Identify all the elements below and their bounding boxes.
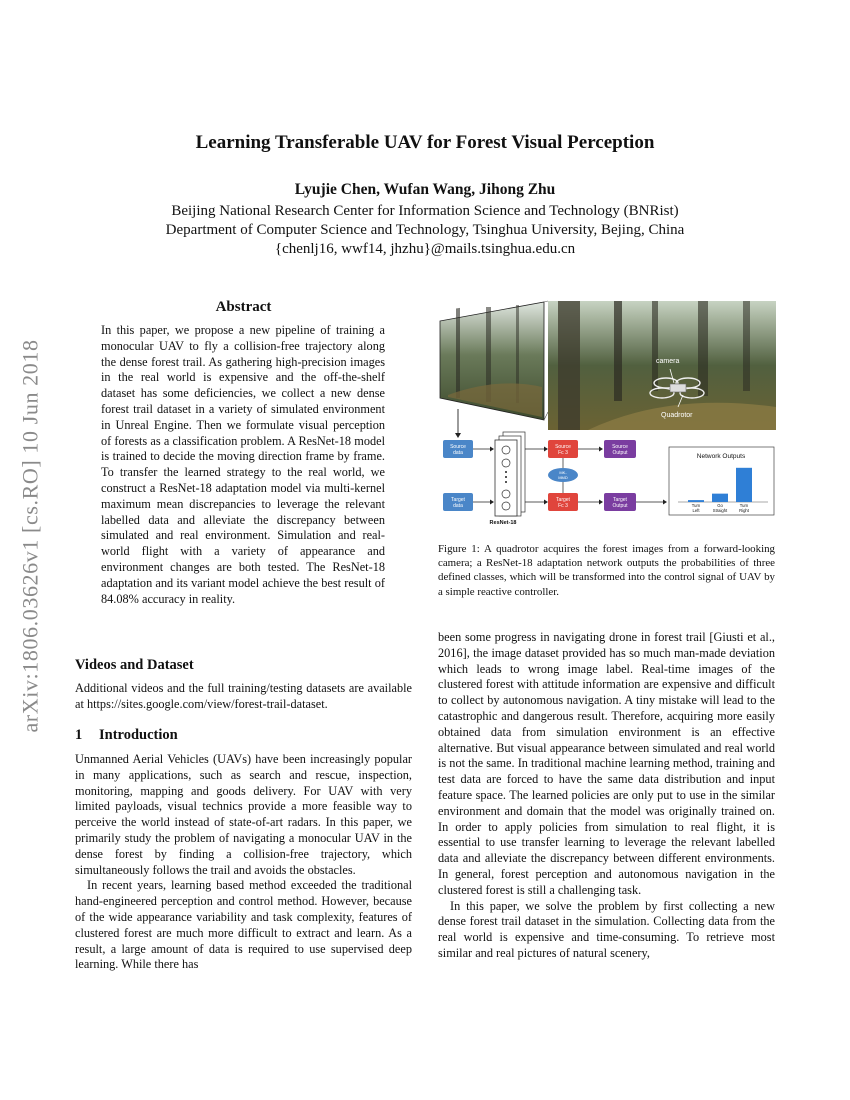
- mmd-label-1: MK-: [559, 470, 567, 475]
- network-outputs-title: Network Outputs: [696, 453, 746, 460]
- mmd-label-2: MMD: [558, 475, 568, 480]
- arxiv-identifier-text: arXiv:1806.03626v1 [cs.RO] 10 Jun 2018: [17, 339, 43, 733]
- source-output-label-2: Output: [612, 450, 628, 456]
- target-fc-label-1: Target: [556, 497, 570, 503]
- source-fc-label-2: Fc 3: [558, 450, 568, 456]
- source-output-label-1: Source: [612, 444, 628, 450]
- intro-title: Introduction: [99, 727, 178, 743]
- camera-label: camera: [656, 358, 680, 365]
- videos-text: Additional videos and the full training/testing datasets are available at https://sites.google.com/view/forest-trail-dataset.: [75, 681, 412, 711]
- source-data-label-1: Source: [450, 444, 466, 450]
- resnet-block: [490, 432, 525, 526]
- affiliation-line-1: Beijing National Research Center for Information Science and Technology (BNRist): [171, 203, 679, 219]
- intro-paragraph-2: In recent years, learning based method exceeded the traditional hand-engineered perception and control method. However, because of the wide appearance variability and task complexity, features of clustered forest are much more difficult to extract and learn. As a result, a large amount of data is required to use supervised deep learning. While there has: [75, 878, 412, 972]
- arxiv-identifier: [8, 296, 53, 776]
- abstract-text: In this paper, we propose a new pipeline of training a monocular UAV to fly a collision-free trajectory along the dense forest trail. As gathering high-precision images in the real world is expensive and the off-the-shelf dataset has some deficiencies, we collect a new dense forest trail dataset in a variety of simulated environment in Unreal Engine. Then we formulate visual perception of forests as a classification problem. A ResNet-18 model is trained to decide the moving direction frame by frame. To transfer the learned strategy to the real world, we construct a ResNet-18 adaptation model via multi-kernel maximum mean discrepancies to leverage the relevant labelled data and alleviate the discrepancy between simulated and real environment. Simulation and real-world flight with a variety of appearance and environment changes are both tested. The ResNet-18 adaptation and its variant model achieve the best result of 84.08% accuracy in reality.: [101, 323, 385, 606]
- target-fc-label-2: Fc 3: [558, 503, 568, 509]
- videos-heading: Videos and Dataset: [75, 657, 194, 673]
- intro-right-column: [438, 630, 775, 962]
- author-emails: {chenlj16, wwf14, jhzhu}@mails.tsinghua.edu.cn: [274, 241, 576, 257]
- intro-paragraph-1: Unmanned Aerial Vehicles (UAVs) have been increasingly popular in many applications, such as search and rescue, inspection, monitoring, mapping and goods delivery. For UAV with very limited payloads, visual technics provide a more feasible way to perceive the world instead of state-of-art radars. In this paper, we primarily study the problem of navigating a monocular UAV in the dense forest by finding a collision-free trajectory, which simultaneously follows the trail and avoids the obstacles.: [75, 752, 412, 877]
- paper-title: Learning Transferable UAV for Forest Visual Perception: [195, 132, 655, 153]
- source-data-label-2: data: [453, 450, 463, 456]
- source-fc-label-1: Source: [555, 444, 571, 450]
- label-turn-right: Turn Right: [739, 503, 749, 513]
- figure-1: [438, 297, 778, 533]
- forest-scene-image: [548, 301, 776, 430]
- target-data-box: [443, 493, 473, 511]
- figure-1-graphic: [438, 297, 778, 533]
- resnet-label: ResNet-18: [489, 520, 517, 526]
- network-outputs-chart: [669, 447, 774, 515]
- target-data-label-2: data: [453, 503, 463, 509]
- source-fc-box: [548, 440, 578, 458]
- quadrotor-label: Quadrotor: [661, 412, 693, 419]
- author-list: Lyujie Chen, Wufan Wang, Jihong Zhu: [294, 181, 556, 198]
- camera-view-image: [440, 302, 544, 420]
- intro-left-column: [75, 752, 412, 973]
- intro-heading: [75, 727, 178, 744]
- affiliation-line-2: Department of Computer Science and Technology, Tsinghua University, Bejing, China: [165, 222, 685, 238]
- abstract-heading: Abstract: [215, 299, 272, 315]
- source-data-box: [443, 440, 473, 458]
- target-output-box: [604, 493, 636, 511]
- figure-1-caption: Figure 1: A quadrotor acquires the forest images from a forward-looking camera; a ResNet-18 adaptation network outputs the probabilities of three defined classes, which will be transformed into the control signal of UAV by a simple reactive controller.: [438, 543, 775, 598]
- bar-turn-left: [688, 500, 704, 502]
- intro-paragraph-3: been some progress in navigating drone in forest trail [Giusti et al., 2016], the image dataset provided has so much man-made deviation which leads to wrong image label. Real-time images of the clustered forest with attitude information are expensive and difficult to collect by autonomous navigation. A tiny mistake will lead to the catastrophic and dangerous result. Therefore, acquiring more easily obtained data from simulation environment is an effective alternative. But visual appearance between simulated and real world is not the same. In traditional machine learning method, training and test data are forced to have the same data distribution and input feature space. The learned policies are only put to use in the similar environment and domain that the model was originally trained on. In order to apply policies from simulation to real flight, it is essential to use transfer learning to leverage the relevant labelled data and alleviate the discrepancy between different environments. In general, forest perception and autonomous navigation in the clustered forest is still a challenging task.: [438, 630, 775, 897]
- target-data-label-1: Target: [451, 497, 465, 503]
- target-output-label-1: Target: [613, 497, 627, 503]
- bar-go-straight: [712, 494, 728, 502]
- source-output-box: [604, 440, 636, 458]
- bar-turn-right: [736, 468, 752, 502]
- target-fc-box: [548, 493, 578, 511]
- target-output-label-2: Output: [612, 503, 628, 509]
- intro-paragraph-4: In this paper, we solve the problem by first collecting a new dense forest trail dataset in the simulation. Collecting data from the real world is expensive and time-consuming. To retrieve most similar and real pictures of natural scenery,: [438, 898, 775, 960]
- intro-number: 1: [75, 727, 83, 743]
- mmd-node: [548, 468, 578, 482]
- label-go-straight: Go Straight: [712, 503, 728, 513]
- label-turn-left: Turn Left: [691, 503, 701, 513]
